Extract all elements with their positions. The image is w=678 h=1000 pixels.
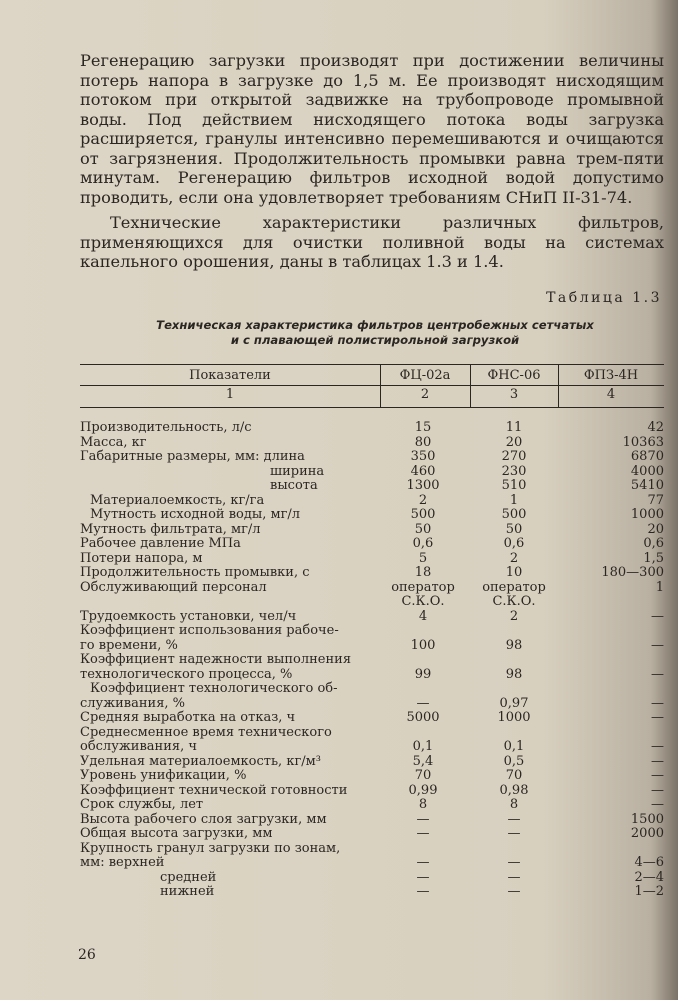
row-label: Коэффициент надежности выполнения <box>80 652 352 667</box>
table-row <box>80 610 664 625</box>
row-label: Масса, кг <box>80 434 147 450</box>
row-value: 0,98 <box>499 782 529 798</box>
row-value: 70 <box>414 768 432 783</box>
row-value: 8 <box>509 797 519 812</box>
header-cell: ФЦ-02а <box>399 368 451 383</box>
row-label: средней <box>160 869 217 885</box>
row-value: 10 <box>505 565 523 580</box>
header-number: 4 <box>606 387 616 402</box>
row-value: 1500 <box>630 811 664 827</box>
row-value: 0,1 <box>503 739 525 754</box>
table-row <box>80 798 664 813</box>
row-value: 70 <box>505 768 523 783</box>
row-value: — <box>651 753 664 769</box>
row-value: 0,99 <box>408 782 438 798</box>
row-label: Коэффициент технической готовности <box>80 782 348 798</box>
row-label: Среднесменное время технического <box>80 724 332 740</box>
table-row <box>80 784 664 799</box>
row-label: служивания, % <box>80 695 186 711</box>
table-row <box>80 523 664 538</box>
row-value: 2 <box>509 608 519 624</box>
row-value: 20 <box>505 434 523 450</box>
table-row <box>80 842 664 857</box>
row-value: 270 <box>501 449 527 464</box>
table-title-line-1: Техническая характеристика фильтров центробежных сетчатых <box>156 318 594 332</box>
body-paragraph-1: Регенерацию загрузки производят при достижении величины потерь напора в загрузке до 1,5 м. Ее производят нисходящим потоком при открытой задвижке на трубопроводе промывной воды. Под действием нисходящего потока воды загрузка расширяется, гранулы интенсивно перемешиваются и очищаются от загрязнения. Продолжительность промывки равна трем-пяти минутам. Регенерацию фильтров исходной водой допустимо проводить, если она удовлетворяет требованиям СНиП II-31-74. <box>80 51 664 207</box>
row-value: 500 <box>410 507 436 522</box>
row-label: Мутность исходной воды, мг/л <box>90 507 301 522</box>
row-label: Мутность фильтрата, мг/л <box>80 521 261 537</box>
row-label: Срок службы, лет <box>80 797 204 812</box>
row-value: — <box>416 695 430 711</box>
table-row <box>80 856 664 871</box>
table-row <box>80 508 664 523</box>
row-value: 1000 <box>630 507 664 522</box>
row-value: 500 <box>501 507 527 522</box>
row-value: 6870 <box>630 449 664 464</box>
row-label: Материалоемкость, кг/га <box>90 492 265 508</box>
row-value: — <box>651 782 664 798</box>
table-row <box>80 871 664 886</box>
row-value: 50 <box>414 521 432 537</box>
row-label: Производительность, л/с <box>80 420 252 435</box>
row-value: 11 <box>505 420 523 435</box>
row-value: 180—300 <box>601 565 664 580</box>
table-row <box>80 639 664 654</box>
row-value: — <box>416 811 430 827</box>
row-value: 98 <box>505 637 523 653</box>
table-row <box>80 755 664 770</box>
row-label: Удельная материалоемкость, кг/м³ <box>80 753 321 769</box>
row-value: — <box>651 797 664 812</box>
table-row <box>80 624 664 639</box>
row-value: 10363 <box>622 434 664 450</box>
row-value: оператор <box>391 579 455 595</box>
row-value: 4 <box>418 608 428 624</box>
row-value: 77 <box>647 492 664 508</box>
row-value: 5410 <box>630 478 664 493</box>
row-label: Крупность гранул загрузки по зонам, <box>80 840 341 856</box>
row-label: Габаритные размеры, мм: длина <box>80 449 305 464</box>
row-value: 2 <box>418 492 428 508</box>
row-label: Средняя выработка на отказ, ч <box>80 710 296 725</box>
table-row <box>80 566 664 581</box>
row-value: 1 <box>509 492 519 508</box>
row-label: нижней <box>160 884 215 899</box>
row-value: 2 <box>509 550 519 566</box>
row-value: 1000 <box>497 710 531 725</box>
row-value: 1300 <box>406 478 440 493</box>
row-value: 1,5 <box>643 550 664 566</box>
table-row <box>80 697 664 712</box>
row-label: Продолжительность промывки, с <box>80 565 310 580</box>
row-label: го времени, % <box>80 637 178 653</box>
header-cell: ФПЗ-4Н <box>583 368 639 383</box>
row-label: Обслуживающий персонал <box>80 579 267 595</box>
row-value: 230 <box>501 463 527 479</box>
row-label: мм: верхней <box>80 855 165 870</box>
row-value: оператор <box>482 579 546 595</box>
table-row <box>80 653 664 668</box>
row-value: — <box>651 666 664 682</box>
row-value: — <box>651 637 664 653</box>
row-value: 50 <box>505 521 523 537</box>
table-row <box>80 726 664 741</box>
row-value: 0,6 <box>412 536 434 551</box>
row-label: Потери напора, м <box>80 550 203 566</box>
table-row <box>80 682 664 697</box>
table-row <box>80 711 664 726</box>
row-label: Общая высота загрузки, мм <box>80 826 273 841</box>
row-value: 20 <box>647 521 664 537</box>
page-number: 26 <box>78 947 96 963</box>
row-value: 5,4 <box>412 753 434 769</box>
row-label: Рабочее давление МПа <box>80 536 241 551</box>
table-row <box>80 421 664 436</box>
header-cell: Показатели <box>189 368 271 383</box>
row-value: 0,5 <box>503 753 525 769</box>
table-row <box>80 479 664 494</box>
row-value: 80 <box>414 434 432 450</box>
header-number: 3 <box>509 387 519 402</box>
row-value: — <box>416 826 430 841</box>
row-value: — <box>416 884 430 899</box>
row-value: 98 <box>505 666 523 682</box>
row-value: 350 <box>410 449 436 464</box>
row-value: 5000 <box>406 710 440 725</box>
row-value: — <box>507 869 521 885</box>
row-value: 15 <box>414 420 432 435</box>
table-row <box>80 581 664 596</box>
row-value: С.К.О. <box>492 594 536 609</box>
row-value: — <box>651 739 664 754</box>
row-value: 4—6 <box>634 855 664 870</box>
row-label: Коэффициент использования рабоче- <box>80 623 339 638</box>
row-value: — <box>507 884 521 899</box>
row-value: С.К.О. <box>401 594 445 609</box>
header-number: 2 <box>420 387 430 402</box>
table-number: Таблица 1.3 <box>546 290 662 306</box>
table-row <box>80 740 664 755</box>
row-value: 2—4 <box>634 869 664 885</box>
row-value: — <box>507 855 521 870</box>
row-value: — <box>416 855 430 870</box>
row-label: обслуживания, ч <box>80 739 197 754</box>
row-value: 5 <box>418 550 428 566</box>
row-label: технологического процесса, % <box>80 666 293 682</box>
row-value: 4000 <box>630 463 664 479</box>
row-value: 0,6 <box>643 536 664 551</box>
table-row <box>80 595 664 610</box>
row-value: 2000 <box>630 826 664 841</box>
row-value: 460 <box>410 463 436 479</box>
row-value: 100 <box>410 637 436 653</box>
row-value: 1—2 <box>634 884 664 899</box>
row-value: 18 <box>414 565 432 580</box>
body-paragraph-2: Технические характеристики различных фильтров, применяющихся для очистки поливной воды на системах капельного орошения, даны в таблицах 1.3 и 1.4. <box>80 213 664 271</box>
table-row <box>80 537 664 552</box>
row-value: 42 <box>647 420 664 435</box>
row-value: 0,97 <box>499 695 529 711</box>
row-label: Коэффициент технологического об- <box>90 681 338 696</box>
row-value: — <box>651 695 664 711</box>
row-label: Уровень унификации, % <box>80 768 247 783</box>
row-value: — <box>651 768 664 783</box>
table-row <box>80 436 664 451</box>
table-header <box>80 364 664 408</box>
row-value: 1 <box>655 579 664 595</box>
row-label: высота <box>270 478 318 493</box>
table-title <box>95 318 655 348</box>
table-body <box>80 421 664 900</box>
table-row <box>80 769 664 784</box>
row-value: 99 <box>414 666 432 682</box>
row-value: — <box>651 710 664 725</box>
header-number: 1 <box>225 387 235 402</box>
table-row <box>80 465 664 480</box>
table-row <box>80 668 664 683</box>
row-label: Трудоемкость установки, чел/ч <box>80 608 297 624</box>
row-value: 0,1 <box>412 739 434 754</box>
table-row <box>80 885 664 900</box>
table-title-line-2: и с плавающей полистирольной загрузкой <box>230 333 520 347</box>
header-divider <box>80 385 664 386</box>
row-value: — <box>507 826 521 841</box>
table-row <box>80 552 664 567</box>
row-label: Высота рабочего слоя загрузки, мм <box>80 811 327 827</box>
table-row <box>80 827 664 842</box>
row-value: — <box>507 811 521 827</box>
row-label: ширина <box>270 463 325 479</box>
row-value: — <box>416 869 430 885</box>
row-value: 0,6 <box>503 536 525 551</box>
row-value: 510 <box>501 478 527 493</box>
row-value: — <box>651 608 664 624</box>
row-value: 8 <box>418 797 428 812</box>
header-cell: ФНС-06 <box>487 368 541 383</box>
table-row <box>80 813 664 828</box>
table-row <box>80 450 664 465</box>
table-row <box>80 494 664 509</box>
